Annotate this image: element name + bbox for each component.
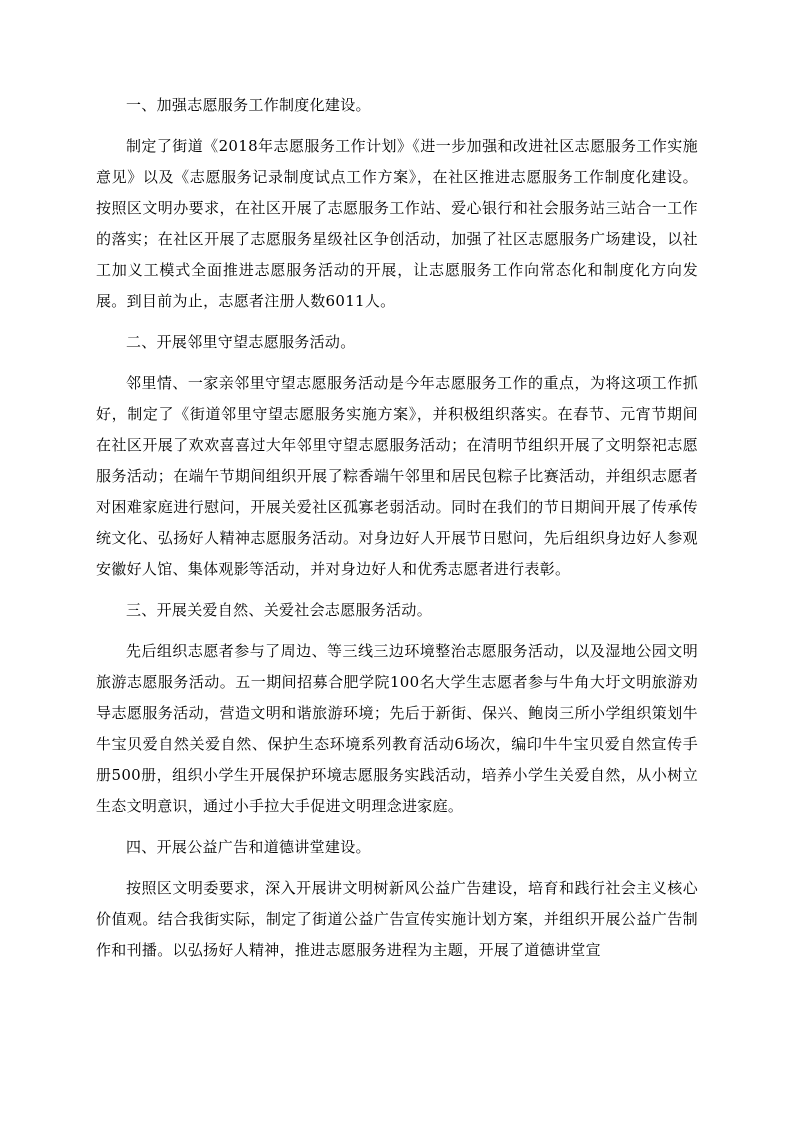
section-paragraph-3: 先后组织志愿者参与了周边、等三线三边环境整治志愿服务活动，以及湿地公园文明旅游志愿服务活动。五一期间招募合肥学院100名大学生志愿者参与牛角大圩文明旅游劝导志愿服务活动，营造文明和谐旅游环境；先后于新街、保兴、鲍岗三所小学组织策划牛牛宝贝爱自然关爱自然、保护生态环境系列教育活动6场次，编印牛牛宝贝爱自然宣传手册500册，组织小学生开展保护环境志愿服务实践活动，培养小学生关爱自然，从小树立生态文明意识，通过小手拉大手促进文明理念进家庭。 bbox=[96, 642, 698, 815]
section-heading-4: 四、开展公益广告和道德讲堂建设。 bbox=[126, 838, 371, 856]
section-paragraph-2: 邻里情、一家亲邻里守望志愿服务活动是今年志愿服务工作的重点，为将这项工作抓好，制定了《街道邻里守望志愿服务实施方案》，并积极组织落实。在春节、元宵节期间在社区开展了欢欢喜喜过大年邻里守望志愿服务活动；在清明节组织开展了文明祭祀志愿服务活动；在端午节期间组织开展了粽香端午邻里和居民包粽子比赛活动，并组织志愿者对困难家庭进行慰问，开展关爱社区孤寡老弱活动。同时在我们的节日期间开展了传承传统文化、弘扬好人精神志愿服务活动。对身边好人开展节日慰问，先后组织身边好人参观安徽好人馆、集体观影等活动，并对身边好人和优秀志愿者进行表彰。 bbox=[96, 374, 698, 578]
section-paragraph-4: 按照区文明委要求，深入开展讲文明树新风公益广告建设，培育和践行社会主义核心价值观。结合我街实际，制定了街道公益广告宣传实施计划方案，并组织开展公益广告制作和刊播。以弘扬好人精神，推进志愿服务进程为主题，开展了道德讲堂宣 bbox=[96, 879, 698, 959]
document-body bbox=[96, 90, 698, 976]
section-heading-2: 二、开展邻里守望志愿服务活动。 bbox=[126, 333, 356, 351]
section-paragraph-1: 制定了街道《2018年志愿服务工作计划》《进一步加强和改进社区志愿服务工作实施意见》以及《志愿服务记录制度试点工作方案》，在社区推进志愿服务工作制度化建设。按照区文明办要求，在社区开展了志愿服务工作站、爱心银行和社会服务站三站合一工作的落实；在社区开展了志愿服务星级社区争创活动，加强了社区志愿服务广场建设，以社工加义工模式全面推进志愿服务活动的开展，让志愿服务工作向常态化和制度化方向发展。到目前为止，志愿者注册人数6011人。 bbox=[96, 137, 698, 310]
section-heading-1: 一、加强志愿服务工作制度化建设。 bbox=[126, 96, 371, 114]
section-heading-3: 三、开展关爱自然、关爱社会志愿服务活动。 bbox=[126, 601, 433, 619]
